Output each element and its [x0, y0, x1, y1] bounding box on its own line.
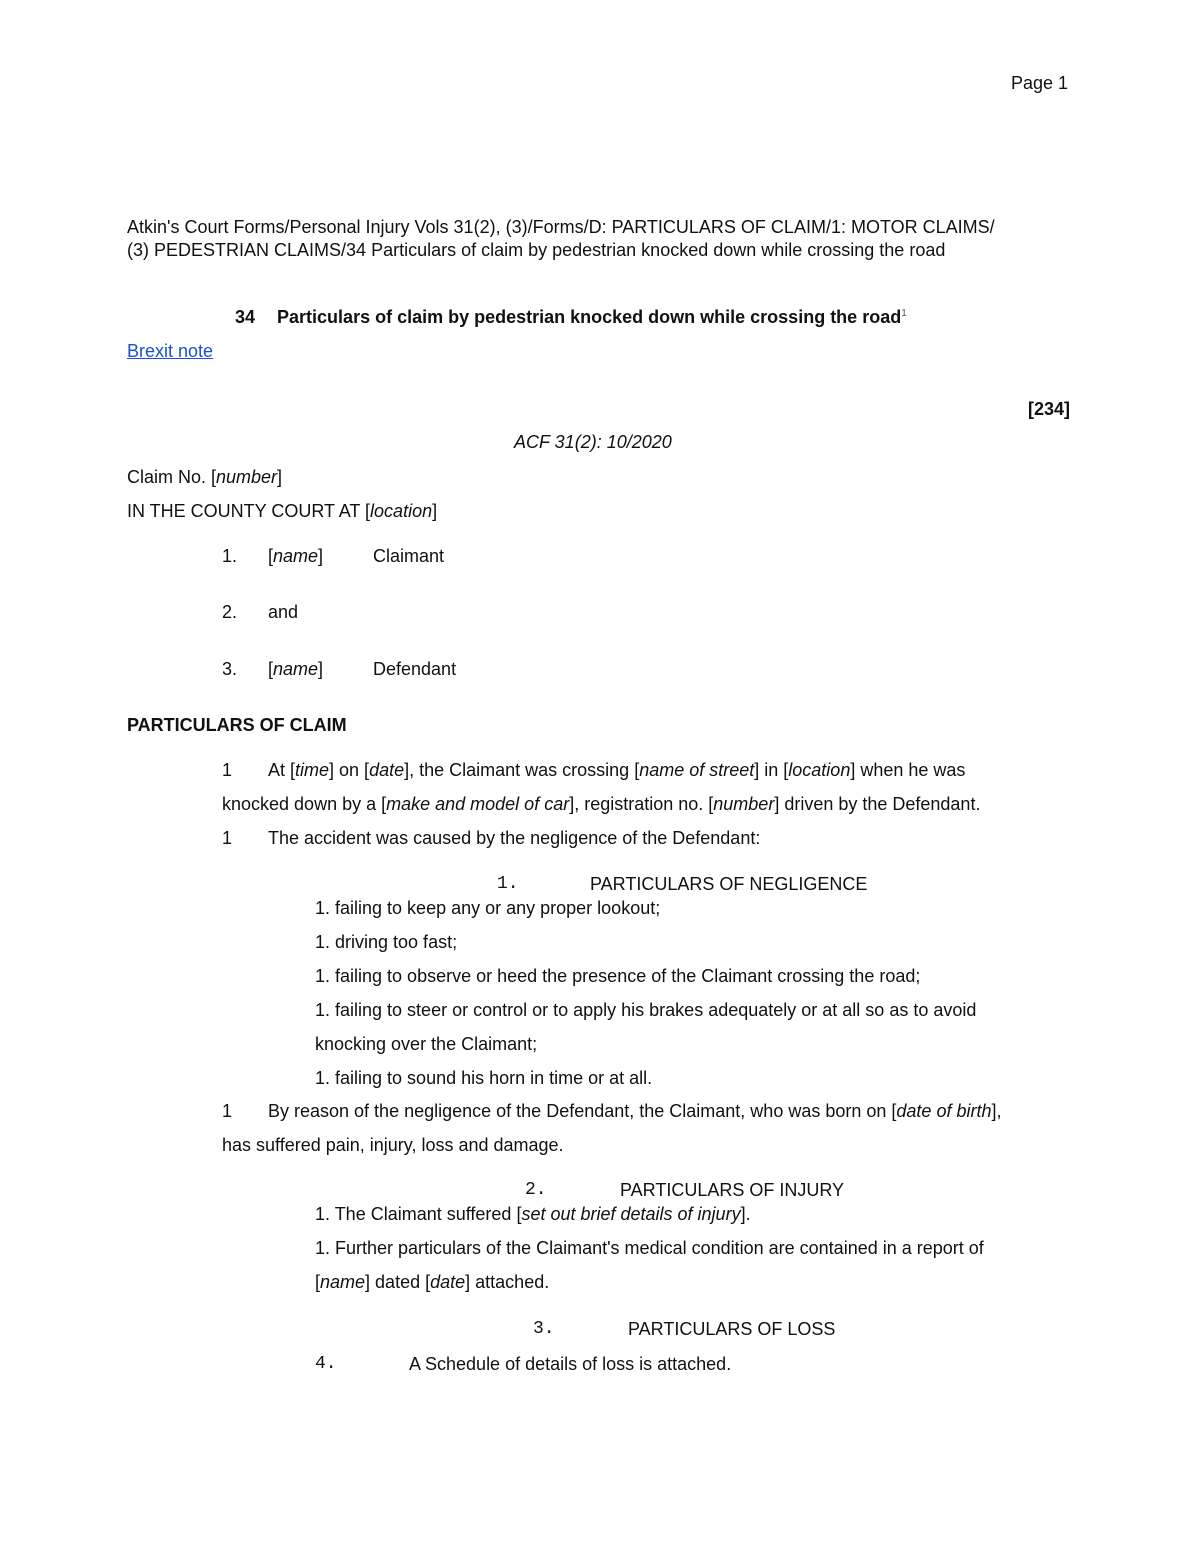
- footnote-mark[interactable]: 1: [901, 308, 907, 319]
- breadcrumb-line-1: Atkin's Court Forms/Personal Injury Vols 31(2), (3)/Forms/D: PARTICULARS OF CLAIM/1: MOTOR CLAIMS/: [127, 217, 995, 237]
- breadcrumb-line-2: (3) PEDESTRIAN CLAIMS/34 Particulars of claim by pedestrian knocked down while crossing the road: [127, 240, 946, 260]
- negligence-item: 1. failing to sound his horn in time or at all.: [315, 1068, 653, 1088]
- negligence-heading: PARTICULARS OF NEGLIGENCE: [590, 874, 868, 894]
- negligence-item: 1. driving too fast;: [315, 932, 458, 952]
- negligence-item-continued: knocking over the Claimant;: [315, 1034, 538, 1054]
- page-number: Page 1: [1011, 73, 1069, 93]
- section-heading: PARTICULARS OF CLAIM: [127, 715, 347, 735]
- party-name: [name]: [268, 546, 324, 566]
- court-line: IN THE COUNTY COURT AT [location]: [127, 501, 438, 521]
- injury-item: 1. Further particulars of the Claimant's medical condition are contained in a report of: [315, 1238, 984, 1258]
- paragraph-number: 1: [222, 760, 233, 780]
- form-title: [235, 306, 907, 328]
- party-name: [name]: [268, 659, 324, 679]
- loss-number: 3.: [533, 1319, 555, 1339]
- injury-item: 1. The Claimant suffered [set out brief details of injury].: [315, 1204, 751, 1224]
- paragraph-2: The accident was caused by the negligence of the Defendant:: [268, 828, 761, 848]
- negligence-item: 1. failing to steer or control or to apply his brakes adequately or at all so as to avoid: [315, 1000, 977, 1020]
- issue-reference: ACF 31(2): 10/2020: [514, 432, 672, 452]
- reference-code: [234]: [1028, 399, 1071, 419]
- form-title-text: Particulars of claim by pedestrian knocked down while crossing the road: [277, 307, 902, 327]
- party-number: 1.: [222, 546, 238, 566]
- claim-number-line: Claim No. [number]: [127, 467, 283, 487]
- paragraph-number: 1: [222, 828, 233, 848]
- negligence-item: 1. failing to observe or heed the presence of the Claimant crossing the road;: [315, 966, 921, 986]
- loss-item: A Schedule of details of loss is attached.: [409, 1354, 732, 1374]
- party-role-claimant: Claimant: [373, 546, 445, 566]
- injury-number: 2.: [525, 1180, 547, 1200]
- paragraph-3-line-1: By reason of the negligence of the Defendant, the Claimant, who was born on [date of birth],: [268, 1101, 1002, 1121]
- loss-item-number: 4.: [315, 1354, 337, 1374]
- party-number: 2.: [222, 602, 238, 622]
- paragraph-1-line-2: knocked down by a [make and model of car], registration no. [number] driven by the Defendant.: [222, 794, 981, 814]
- court-location-placeholder: location: [370, 501, 433, 521]
- brexit-note-link[interactable]: Brexit note: [127, 341, 214, 361]
- injury-item-continued: [name] dated [date] attached.: [315, 1272, 550, 1292]
- negligence-item: 1. failing to keep any or any proper lookout;: [315, 898, 661, 918]
- negligence-number: 1.: [497, 874, 519, 894]
- party-separator: and: [268, 602, 299, 622]
- claim-number-placeholder: number: [216, 467, 278, 487]
- form-number: 34: [235, 307, 256, 327]
- paragraph-1-line-1: At [time] on [date], the Claimant was crossing [name of street] in [location] when he was: [268, 760, 966, 780]
- party-number: 3.: [222, 659, 238, 679]
- injury-heading: PARTICULARS OF INJURY: [620, 1180, 845, 1200]
- party-role-defendant: Defendant: [373, 659, 457, 679]
- paragraph-number: 1: [222, 1101, 233, 1121]
- loss-heading: PARTICULARS OF LOSS: [628, 1319, 836, 1339]
- paragraph-3-line-2: has suffered pain, injury, loss and damage.: [222, 1135, 564, 1155]
